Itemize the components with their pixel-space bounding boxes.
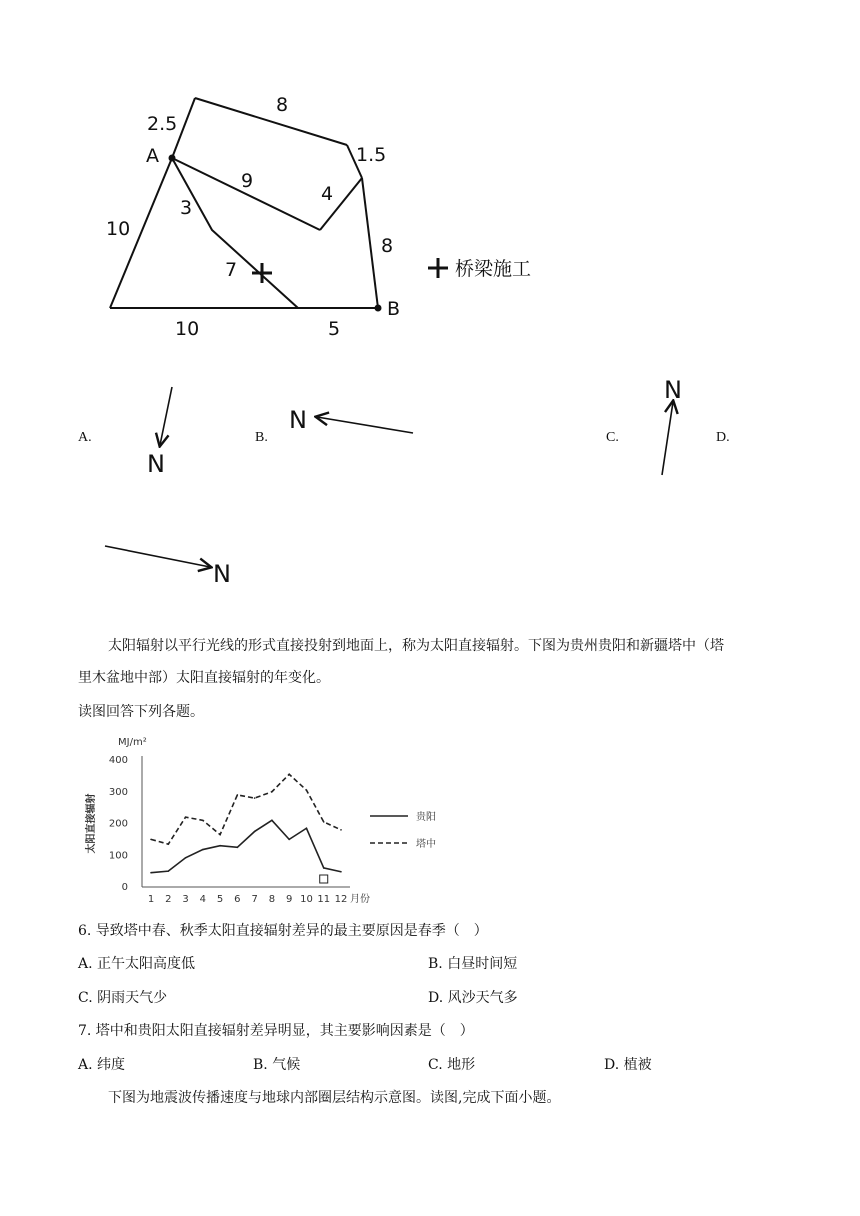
segment-label: 7: [225, 259, 238, 281]
series-line-tazhong: [151, 774, 341, 844]
question-7-stem: 7. 塔中和贵阳太阳直接辐射差异明显，其主要影响因素是（ ）: [78, 1023, 474, 1039]
segment-label: 10: [106, 218, 131, 240]
q6-option-b[interactable]: B. 白昼时间短: [428, 956, 518, 972]
edge-inner-diagonal: [172, 158, 298, 308]
data-point: [271, 820, 273, 822]
y-tick-label: 100: [108, 850, 128, 862]
arrow-option-a: [160, 387, 172, 445]
segment-label: 8: [381, 235, 394, 257]
x-tick-label: 2: [165, 894, 172, 905]
segment-label: 4: [321, 183, 334, 205]
legend-label: 贵阳: [416, 812, 436, 823]
data-point: [254, 797, 256, 799]
x-tick-label: 6: [234, 894, 241, 905]
data-point: [306, 789, 308, 791]
data-point: [254, 831, 256, 833]
data-point: [306, 827, 308, 829]
data-point: [288, 773, 290, 775]
data-point: [219, 845, 221, 847]
legend-label: 桥梁施工: [455, 258, 532, 280]
data-point: [219, 834, 221, 836]
q7-option-b[interactable]: B. 气候: [253, 1057, 301, 1073]
arrow-option-b: [317, 417, 413, 433]
vertex-a-dot: [169, 155, 176, 162]
edge-right: [362, 178, 378, 308]
y-unit-label: MJ/m²: [118, 737, 147, 748]
y-tick-label: 400: [108, 755, 128, 766]
edge-top: [195, 98, 347, 145]
q6-option-c[interactable]: C. 阴雨天气少: [78, 990, 168, 1006]
data-point: [323, 867, 325, 869]
y-tick-label: 0: [121, 882, 128, 893]
question-6-stem: 6. 导致塔中春、秋季太阳直接辐射差异的最主要原因是春季（ ）: [78, 923, 488, 939]
x-tick-label: 7: [251, 894, 258, 905]
option-letter-b[interactable]: B.: [255, 430, 268, 445]
next-passage: 下图为地震波传播速度与地球内部圈层结构示意图。读图,完成下面小题。: [108, 1090, 561, 1106]
x-tick-label: 1: [147, 894, 155, 905]
data-point: [150, 839, 152, 841]
vertex-b-dot: [375, 305, 382, 312]
x-tick-label: 12: [334, 894, 348, 905]
q7-option-a[interactable]: A. 纬度: [78, 1057, 126, 1073]
data-point: [185, 816, 187, 818]
data-point: [202, 820, 204, 822]
legend-label: 塔中: [416, 839, 436, 850]
data-point: [167, 843, 169, 845]
x-tick-label: 11: [317, 894, 331, 905]
road-map-diagram: [0, 0, 860, 360]
vertex-label-a: A: [146, 145, 159, 167]
segment-label: 8: [276, 94, 289, 116]
passage-instruction: 读图回答下列各题。: [78, 704, 204, 720]
segment-label: 9: [241, 170, 254, 192]
data-point: [340, 871, 342, 873]
segment-label: 1.5: [356, 144, 387, 166]
data-point: [167, 870, 169, 872]
x-tick-label: 5: [216, 894, 224, 905]
x-tick-label: 3: [182, 894, 189, 905]
north-label-c: N: [664, 376, 682, 404]
north-label-b: N: [289, 406, 307, 434]
vertex-label-b: B: [387, 298, 401, 320]
option-letter-d[interactable]: D.: [716, 430, 730, 445]
data-point: [323, 821, 325, 823]
square-marker-icon: [320, 875, 328, 883]
segment-label: 2.5: [147, 113, 178, 135]
q6-option-d[interactable]: D. 风沙天气多: [428, 990, 518, 1006]
arrow-option-c: [662, 402, 673, 475]
q7-option-d[interactable]: D. 植被: [604, 1057, 652, 1073]
x-tick-label: 4: [199, 894, 207, 905]
north-arrow-options: [0, 370, 860, 590]
arrow-option-d: [105, 546, 210, 567]
segment-label: 3: [180, 197, 193, 219]
data-point: [237, 794, 239, 796]
x-tick-label: 9: [285, 894, 293, 905]
edge-a-middle: [172, 158, 320, 230]
y-tick-label: 300: [108, 786, 128, 798]
segment-label: 10: [175, 318, 200, 340]
data-point: [185, 857, 187, 859]
solar-radiation-chart: [78, 728, 458, 910]
north-label-d: N: [213, 560, 231, 588]
x-tick-label: 10: [300, 894, 313, 905]
x-axis-title: 月份: [350, 894, 370, 905]
north-label-a: N: [147, 450, 165, 478]
data-point: [288, 839, 290, 841]
data-point: [202, 849, 204, 851]
y-tick-label: 200: [108, 818, 128, 830]
passage-line-2: 里木盆地中部）太阳直接辐射的年变化。: [78, 670, 330, 686]
data-point: [271, 791, 273, 793]
data-point: [340, 829, 342, 831]
y-axis-title: 太阳直接辐射: [86, 793, 97, 854]
q6-option-a[interactable]: A. 正午太阳高度低: [78, 956, 196, 972]
data-point: [150, 872, 152, 874]
data-point: [237, 847, 239, 849]
passage-line-1: 太阳辐射以平行光线的形式直接投射到地面上，称为太阳直接辐射。下图为贵州贵阳和新疆塔中（塔: [108, 638, 724, 654]
q7-option-c[interactable]: C. 地形: [428, 1057, 476, 1073]
x-tick-label: 8: [268, 894, 276, 905]
segment-label: 5: [328, 318, 341, 340]
option-letter-c[interactable]: C.: [606, 430, 619, 445]
option-letter-a[interactable]: A.: [78, 430, 92, 445]
series-line-guiyang: [151, 820, 341, 872]
